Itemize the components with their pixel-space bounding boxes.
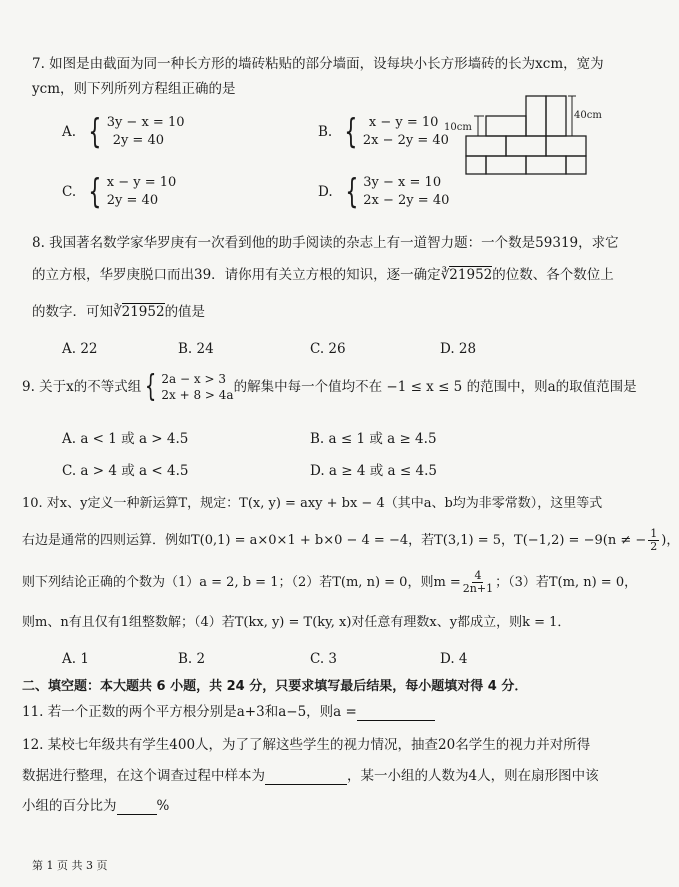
brace-icon: { <box>88 172 102 212</box>
brace-icon: { <box>344 112 358 152</box>
brace-icon: { <box>344 172 358 212</box>
fraction-one-half <box>648 528 659 553</box>
q8-line2 <box>32 266 614 284</box>
q12-line3-b: % <box>156 798 170 814</box>
q10-line3 <box>22 570 637 595</box>
q10-option-a[interactable]: A. 1 <box>62 651 89 667</box>
q10-option-b[interactable]: B. 2 <box>178 651 206 667</box>
radicand: 21952 <box>121 304 165 320</box>
eq1: 3y − x = 10 <box>363 175 442 190</box>
label-40cm: 40cm <box>574 110 602 121</box>
q7-option-a[interactable] <box>62 114 185 150</box>
q9-eq2: 2x + 8 > 4a <box>161 388 234 402</box>
eq2: 2y = 40 <box>106 193 159 208</box>
q10-line2-a: 右边是通常的四则运算．例如T(0,1) = a×0×1 + b×0 − 4 = −4，若T(3,1) = 5，T(−1,2) = −9 <box>22 533 603 548</box>
q7-option-b[interactable] <box>318 114 449 150</box>
tile-row2-2 <box>506 136 546 156</box>
q8-line3-b: 的值是 <box>164 304 206 320</box>
q10-line3-b: ；（3）若T(m, n) = 0， <box>495 575 638 590</box>
tile-wall-figure <box>440 90 605 180</box>
q10-condition: n ≠ − <box>607 533 647 548</box>
tile-row2-3 <box>546 136 586 156</box>
denominator: 2n+1 <box>462 582 494 595</box>
q9-post: 的解集中每一个值均不在 −1 ≤ x ≤ 5 的范围中，则a的取值范围是 <box>233 379 637 395</box>
eq1: x − y = 10 <box>106 175 177 190</box>
q12-line2-b: ，某一小组的人数为4人，则在扇形图中该 <box>347 768 599 784</box>
brace-icon: { <box>145 369 157 404</box>
q7-option-d[interactable] <box>318 174 449 210</box>
q8-line3 <box>32 303 205 321</box>
tile-row3-2 <box>486 156 526 174</box>
q12-line2-a: 数据进行整理，在这个调查过程中样本为 <box>22 768 265 784</box>
q12-sample-blank[interactable] <box>265 766 347 785</box>
tile-row3-1 <box>466 156 486 174</box>
q8-line1: 8. 我国著名数学家华罗庚有一次看到他的助手阅读的杂志上有一道智力题：一个数是59319，求它 <box>32 235 619 251</box>
eq1: x − y = 10 <box>368 115 439 130</box>
q10-line2: 右边是通常的四则运算．例如T(0,1) = a×0×1 + b×0 − 4 = −4，若T(3,1) = 5，T(−1,2) = −9(n ≠ − $\frac{1}{2}$ )， <box>22 527 679 553</box>
tile-top-left <box>486 116 526 136</box>
q10-line3-a: 则下列结论正确的个数为（1）a = 2, b = 1；（2）若T(m, n) = 0，则m = <box>22 575 461 590</box>
q9-option-d[interactable]: D. a ≥ 4 或 a ≤ 4.5 <box>310 463 437 479</box>
q10-option-d[interactable]: D. 4 <box>440 651 468 667</box>
label-10cm: 10cm <box>444 122 472 133</box>
tile-vertical-1 <box>526 96 546 136</box>
q8-option-b[interactable]: B. 24 <box>178 341 214 357</box>
q12-line2 <box>22 766 599 785</box>
section-2-heading: 二、填空题：本大题共 6 小题，共 24 分，只要求填写最后结果，每小题填对得 4 分． <box>22 679 528 694</box>
radicand: 21952 <box>449 267 493 283</box>
tile-vertical-2 <box>546 96 566 136</box>
brace-icon: { <box>88 112 102 152</box>
q10-line1: 10. 对x、y定义一种新运算T，规定：T(x, y) = axy + bx − 4（其中a、b均为非零常数），这里等式 <box>22 496 603 511</box>
q9-pre: 9. 关于x的不等式组 <box>22 379 142 395</box>
q12-line1: 12. 某校七年级共有学生400人，为了了解这些学生的视力情况，抽查20名学生的视力并对所得 <box>22 737 591 753</box>
tile-row3-3 <box>526 156 566 174</box>
q8-line2-b: 的位数、各个数位上 <box>492 267 614 283</box>
q12-percent-blank[interactable] <box>117 796 157 815</box>
eq2: 2y = 40 <box>112 133 165 148</box>
q9-eq1: 2a − x > 3 <box>161 372 226 386</box>
tile-row2-1 <box>466 136 506 156</box>
q9-option-b[interactable]: B. a ≤ 1 或 a ≥ 4.5 <box>310 431 437 447</box>
denominator: 2 <box>650 540 658 553</box>
option-label: C. <box>62 184 77 200</box>
q12-line3 <box>22 796 169 815</box>
q9-option-a[interactable]: A. a < 1 或 a > 4.5 <box>62 431 189 447</box>
q11-line <box>22 702 435 721</box>
q7-option-c[interactable] <box>62 174 176 210</box>
eq1: 3y − x = 10 <box>106 115 185 130</box>
q11-answer-blank[interactable] <box>357 702 435 721</box>
option-label: D. <box>318 184 333 200</box>
q10-line4: 则m、n有且仅有1组整数解；（4）若T(kx, y) = T(ky, x)对任意有理数x、y都成立，则k = 1． <box>22 615 571 630</box>
eq2: 2x − 2y = 40 <box>362 133 449 148</box>
q7-line2: ycm，则下列所列方程组正确的是 <box>32 81 236 97</box>
q8-option-c[interactable]: C. 26 <box>310 341 346 357</box>
q8-line2-a: 的立方根，华罗庚脱口而出39．请你用有关立方根的知识，逐一确定 <box>32 267 441 283</box>
q11-text: 11. 若一个正数的两个平方根分别是a+3和a−5，则a = <box>22 704 357 720</box>
fraction-m <box>463 570 493 595</box>
q9-option-c[interactable]: C. a > 4 或 a < 4.5 <box>62 463 189 479</box>
q8-line3-a: 的数字．可知 <box>32 304 113 320</box>
page-footer: 第 1 页 共 3 页 <box>32 859 108 872</box>
eq2: 2x − 2y = 40 <box>363 193 450 208</box>
q12-line3-a: 小组的百分比为 <box>22 798 117 814</box>
q10-option-c[interactable]: C. 3 <box>310 651 338 667</box>
q8-option-d[interactable]: D. 28 <box>440 341 477 357</box>
q8-option-a[interactable]: A. 22 <box>62 341 98 357</box>
numerator: 1 <box>650 527 658 540</box>
cube-root-icon: ∛ <box>113 304 122 320</box>
option-label: B. <box>318 124 333 140</box>
cube-root-icon: ∛ <box>440 267 450 283</box>
tile-row3-4 <box>566 156 586 174</box>
q9-line <box>22 370 637 404</box>
option-label: A. <box>62 124 77 140</box>
q7-line1: 7. 如图是由截面为同一种长方形的墙砖粘贴的部分墙面，设每块小长方形墙砖的长为xcm，宽为 <box>32 56 604 72</box>
numerator: 4 <box>474 569 482 582</box>
